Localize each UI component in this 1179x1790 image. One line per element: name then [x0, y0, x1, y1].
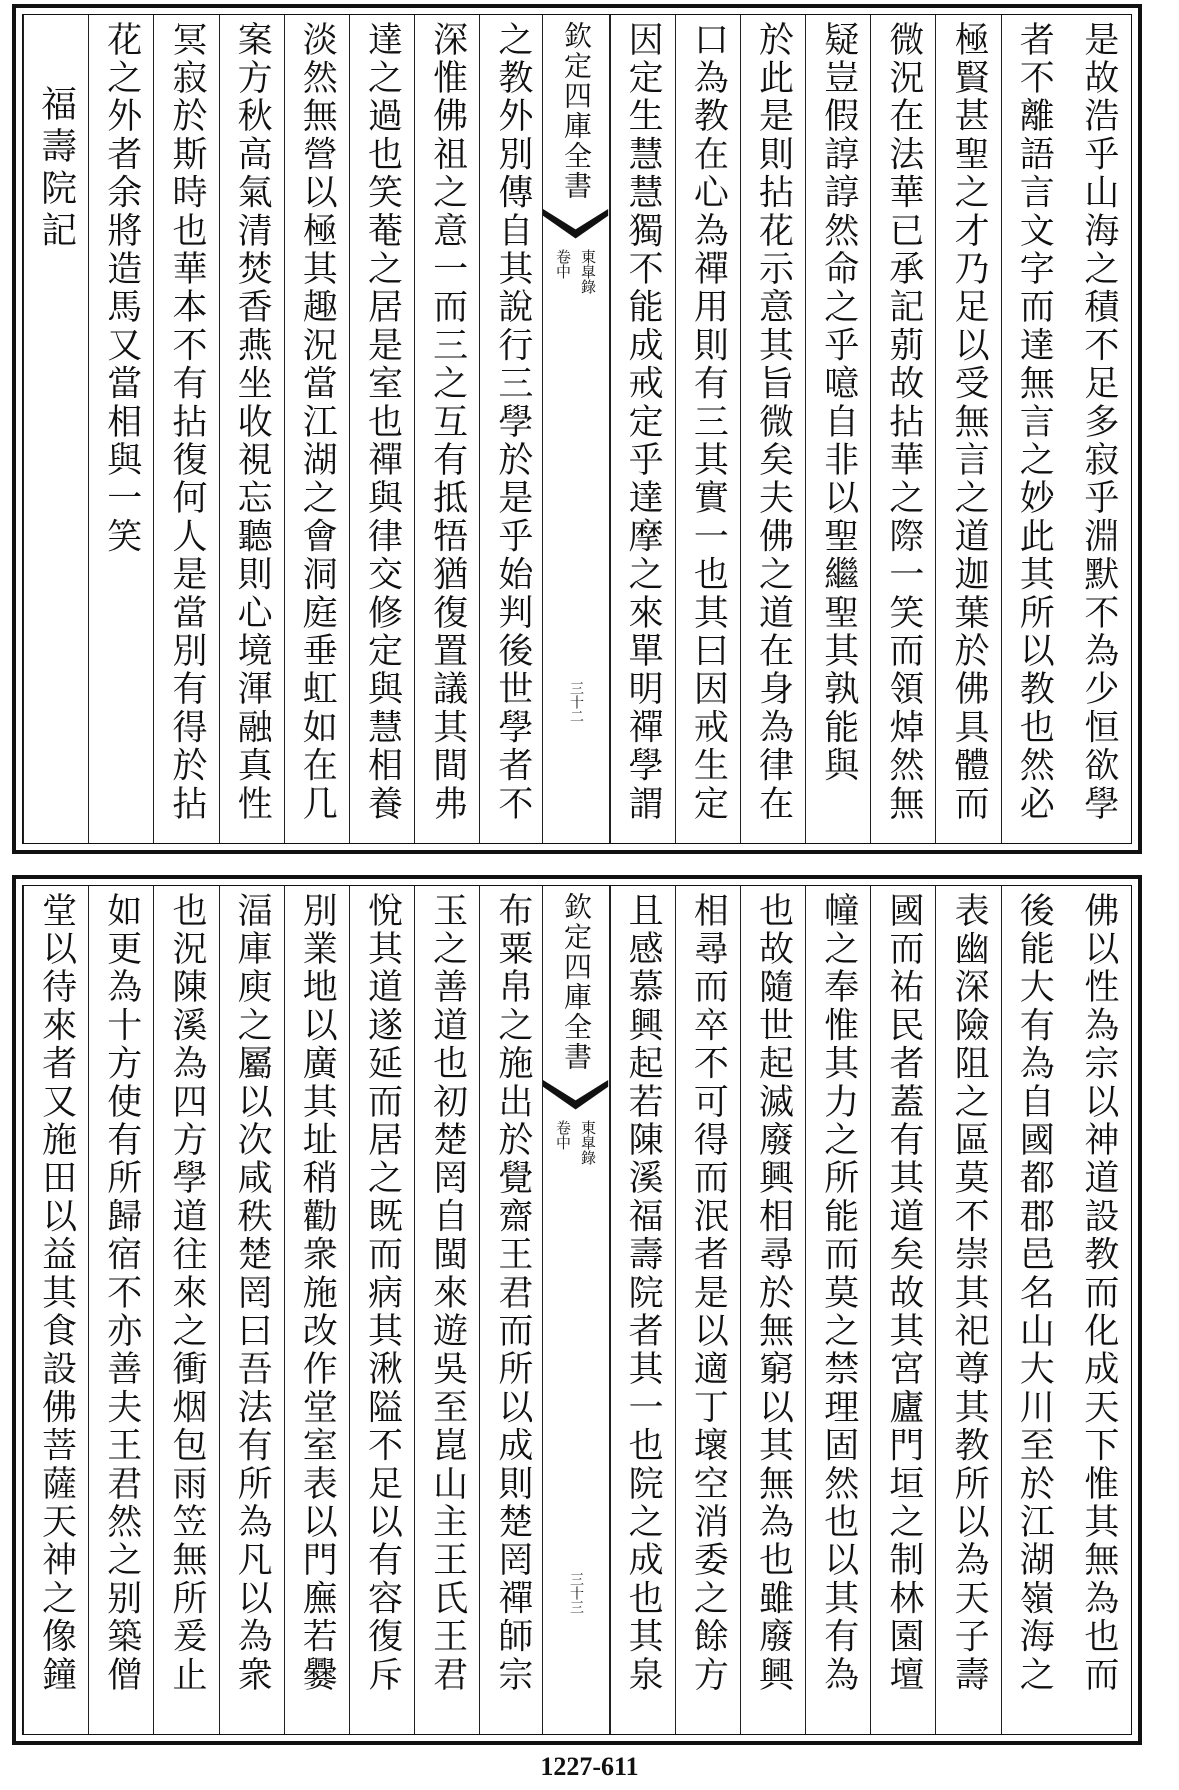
- text-column-right-7: [675, 15, 740, 843]
- text-column-left-4: [284, 15, 349, 843]
- text-column-left-6: [153, 15, 218, 843]
- text-column-left-7: [88, 886, 153, 1734]
- text-column-right-2: [1001, 886, 1066, 1734]
- text-column: 極賢甚聖之才乃足以受無言之道迦葉於佛具體而: [949, 21, 990, 824]
- text-column: 淡然無營以極其趣況當江湖之會洞庭垂虹如在几: [297, 21, 338, 824]
- center-fold: [542, 15, 609, 843]
- text-column-right-4: [870, 886, 935, 1734]
- text-column: 達之過也笑菴之居是室也禪與律交修定與慧相養: [362, 21, 403, 824]
- text-column-right-7: [675, 886, 740, 1734]
- text-column: 別業地以廣其址稍勸衆施改作堂室表以門廡若爨: [297, 892, 338, 1695]
- text-column: 案方秋高氣清焚香燕坐收視忘聽則心境渾融真性: [232, 21, 273, 824]
- text-column-left-7: [88, 15, 153, 843]
- text-column-left-1: [479, 886, 544, 1734]
- text-column-left-4: [284, 886, 349, 1734]
- text-column-right-6: [740, 15, 805, 843]
- heading-column: [23, 15, 88, 843]
- text-column: 疑豈假諄諄然命之乎噫自非以聖繼聖其孰能與: [818, 21, 859, 785]
- text-column: 國而祐民者蓋有其道矣故其宮廬門垣之制林園壇: [883, 892, 924, 1695]
- text-column: 表幽深險阻之區莫不崇其祀尊其教所以為天子壽: [949, 892, 990, 1695]
- text-column-left-2: [414, 886, 479, 1734]
- text-column-right-3: [935, 886, 1000, 1734]
- text-column-left-3: [349, 886, 414, 1734]
- text-column-left-3: [349, 15, 414, 843]
- volume-label: [553, 1120, 599, 1165]
- text-column-right-5: [805, 15, 870, 843]
- text-column: 於此是則拈花示意其旨微矣夫佛之道在身為律在: [753, 21, 794, 824]
- text-column-right-5: [805, 886, 870, 1734]
- page-footer-number: 1227-611: [540, 1752, 639, 1781]
- text-column: 花之外者余將造馬又當相與一笑: [101, 21, 142, 556]
- text-column: 玉之善道也初楚罔自閩來遊吳至崑山主王氏王君: [427, 892, 468, 1695]
- text-column-right-4: [870, 15, 935, 843]
- text-column: 是故浩乎山海之積不足多寂乎淵默不為少恒欲學: [1078, 21, 1119, 824]
- lower-page: [12, 875, 1142, 1745]
- text-column: 湢庫庾之屬以次咸秩楚罔曰吾法有所為凡以為衆: [232, 892, 273, 1695]
- text-column-right-6: [740, 886, 805, 1734]
- text-column: 佛以性為宗以神道設教而化成天下惟其無為也而: [1078, 892, 1119, 1695]
- text-column: 者不離語言文字而達無言之妙此其所以教也然必: [1014, 21, 1055, 824]
- text-column: 深惟佛祖之意一而三之互有抵牾猶復置議其間弗: [427, 21, 468, 824]
- text-column: 後能大有為自國都郡邑名山大川至於江湖嶺海之: [1014, 892, 1055, 1695]
- text-column: 之教外別傳自其說行三學於是乎始判後世學者不: [492, 21, 533, 824]
- text-column-left-6: [153, 886, 218, 1734]
- text-column-left-5: [219, 15, 284, 843]
- folio-number: 三十三: [568, 1572, 584, 1614]
- fishtail-mark-icon: [543, 1080, 608, 1114]
- text-column-right-1: [1066, 15, 1131, 843]
- lower-page-frame: [22, 885, 1132, 1735]
- volume-label: [553, 249, 599, 294]
- juan-name: 卷中: [554, 249, 572, 279]
- text-column: 布粟帛之施出於覺齋王君而所以成則楚罔禪師宗: [492, 892, 533, 1695]
- text-column: 也況陳溪為四方學道往來之衝烟包雨笠無所爰止: [166, 892, 207, 1695]
- text-column: 相尋而卒不可得而泯者是以適丁壞空消委之餘方: [688, 892, 729, 1695]
- upper-page: [12, 4, 1142, 854]
- text-column-right-3: [935, 15, 1000, 843]
- text-column-left-1: [479, 15, 544, 843]
- collection-title: 欽定四庫全書: [560, 892, 593, 1072]
- text-column: 微況在法華已承記莂故拈華之際一笑而領焯然無: [883, 21, 924, 824]
- text-column-left-2: [414, 15, 479, 843]
- text-column: 堂以待來者又施田以益其食設佛菩薩天神之像鐘: [36, 892, 77, 1695]
- text-column: 冥寂於斯時也華本不有拈復何人是當別有得於拈: [166, 21, 207, 824]
- upper-page-frame: [22, 14, 1132, 844]
- section-heading: 福壽院記: [35, 85, 77, 253]
- text-column-right-1: [1066, 886, 1131, 1734]
- text-column: 口為教在心為禪用則有三其實一也其曰因戒生定: [688, 21, 729, 824]
- center-fold: [542, 886, 609, 1734]
- text-column-left-5: [219, 886, 284, 1734]
- text-column: 也故隨世起滅廢興相尋於無窮以其無為也雖廢興: [753, 892, 794, 1695]
- text-column-right-8: [610, 886, 675, 1734]
- fishtail-mark-icon: [543, 209, 608, 243]
- juan-name: 卷中: [554, 1120, 572, 1150]
- book-name: 東皐錄: [579, 1120, 597, 1165]
- folio-number: 三十二: [568, 681, 584, 723]
- collection-title: 欽定四庫全書: [560, 21, 593, 201]
- text-column: 如更為十方使有所歸宿不亦善夫王君然之别築僧: [101, 892, 142, 1695]
- text-column: 因定生慧慧獨不能成戒定乎達摩之來單明禪學謂: [623, 21, 664, 824]
- text-column: 且感慕興起若陳溪福壽院者其一也院之成也其泉: [623, 892, 664, 1695]
- text-column-right-2: [1001, 15, 1066, 843]
- text-column: 悅其道遂延而居之既而病其湫隘不足以有容復斥: [362, 892, 403, 1695]
- text-column-left-8: [23, 886, 88, 1734]
- book-name: 東皐錄: [579, 249, 597, 294]
- text-column-right-8: [610, 15, 675, 843]
- text-column: 幢之奉惟其力之所能而莫之禁理固然也以其有為: [818, 892, 859, 1695]
